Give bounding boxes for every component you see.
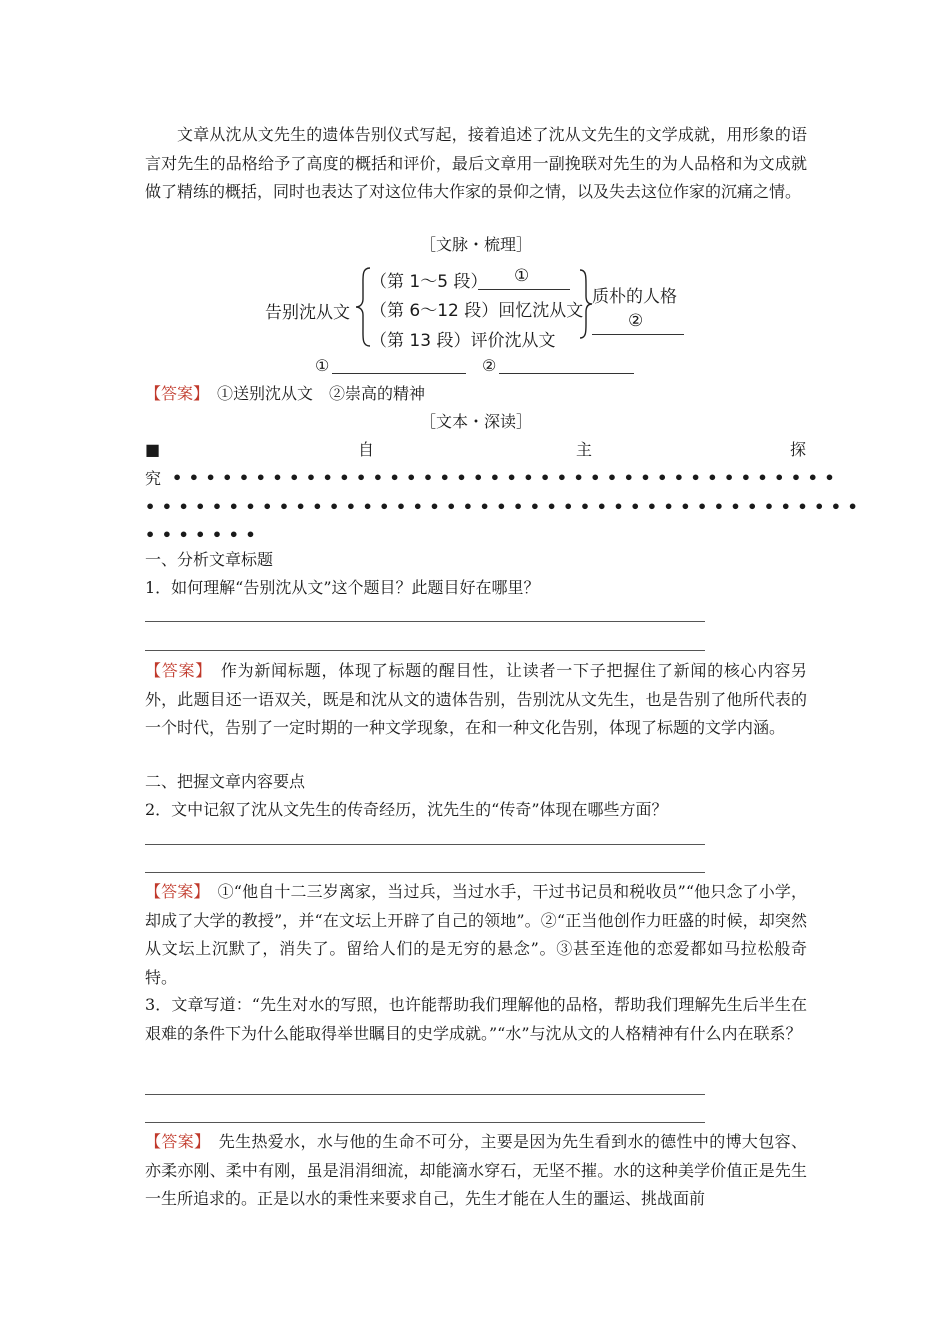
diagram-right1: 质朴的人格	[592, 287, 677, 307]
diagram-part3: （第 13 段）评价沈从文	[370, 331, 556, 351]
dot-leader-3: •••••••	[145, 525, 263, 544]
dot-leader-1: ••••••••••••••••••••••••••••••••••••••••	[172, 468, 842, 487]
explore-char-2: 主	[576, 440, 593, 459]
explore-char-3: 探	[790, 440, 807, 459]
fill2-line[interactable]	[499, 373, 634, 374]
answer-line[interactable]	[145, 872, 705, 873]
answer-3	[145, 1128, 807, 1214]
explore-char-4: 究	[145, 469, 162, 488]
fill1-line[interactable]	[332, 373, 466, 374]
answer-label: 【答案】	[145, 661, 205, 680]
square-bullet-icon: ■	[145, 440, 161, 459]
diagram-part2: （第 6～12 段）回忆沈从文	[370, 301, 584, 321]
answer-2-text: ①“他自十二三岁离家，当过兵，当过水手，干过书记员和税收员”“他只念了小学，却成了大学的教授”，并“在文坛上开辟了自己的领地”。②“正当他创作力旺盛的时候，却突然从文坛上沉默了，消失了。留给人们的是无穷的悬念”。③甚至连他的恋爱都如马拉松般奇特。	[145, 882, 807, 987]
question-1: 1．如何理解“告别沈从文”这个题目？此题目好在哪里？	[145, 578, 540, 597]
answer-line[interactable]	[145, 650, 705, 651]
diagram-blank1-line	[478, 289, 570, 290]
answer-line[interactable]	[145, 621, 705, 622]
answer-1	[145, 657, 807, 743]
answer-label: 【答案】	[145, 384, 202, 403]
answer-line[interactable]	[145, 844, 705, 845]
diagram-blank1-mark: ①	[514, 266, 530, 286]
answer-line[interactable]	[145, 1122, 705, 1123]
fill1-mark: ①	[315, 356, 330, 375]
answer0-row	[145, 380, 425, 408]
answer0-text: ①送别沈从文 ②崇高的精神	[217, 384, 426, 403]
diagram-blank2-mark: ②	[628, 311, 644, 331]
answer-1-text: 作为新闻标题，体现了标题的醒目性，让读者一下子把握住了新闻的核心内容另外，此题目还一语双关，既是和沈从文的遗体告别，告别沈从文先生，也是告别了他所代表的一个时代，告别了一定时期的一种文学现象，在和一种文化告别，体现了标题的文学内涵。	[145, 661, 807, 737]
diagram-blank2-line	[592, 334, 684, 335]
fill2-mark: ②	[482, 356, 497, 375]
part1-heading: 一、分析文章标题	[145, 550, 274, 569]
intro-paragraph: 文章从沈从文先生的遗体告别仪式写起，接着追述了沈从文先生的文学成就，用形象的语言对先生的品格给予了高度的概括和评价，最后文章用一副挽联对先生的为人品格和为文成就做了精练的概括，同时也表达了对这位伟大作家的景仰之情，以及失去这位作家的沉痛之情。	[145, 125, 807, 201]
explore-char-1: 自	[358, 440, 375, 459]
diagram-root: 告别沈从文	[265, 303, 350, 323]
answer-label: 【答案】	[145, 1132, 203, 1151]
answer-3-text: 先生热爱水，水与他的生命不可分，主要是因为先生看到水的德性中的博大包容、亦柔亦刚、柔中有刚，虽是涓涓细流，却能滴水穿石，无坚不摧。水的这种美学价值正是先生一生所追求的。正是以水的秉性来要求自己，先生才能在人生的噩运、挑战面前	[145, 1132, 807, 1208]
answer-2	[145, 878, 807, 992]
diagram-part1: （第 1～5 段）	[370, 272, 488, 292]
question-2: 2．文中记叙了沈从文先生的传奇经历，沈先生的“传奇”体现在哪些方面？	[145, 800, 668, 819]
part2-heading: 二、把握文章内容要点	[145, 772, 306, 791]
dot-leader-2: •••••••••••••••••••••••••••••••••••••••••••	[145, 497, 865, 516]
section-title-structure: ［文脉・梳理］	[419, 235, 532, 254]
answer-label: 【答案】	[145, 882, 202, 901]
section-title-reading: ［文本・深读］	[419, 412, 532, 431]
question-3: 3．文章写道：“先生对水的写照，也许能帮助我们理解他的品格，帮助我们理解先生后半生在艰难的条件下为什么能取得举世瞩目的史学成就。”“水”与沈从文的人格精神有什么内在联系？	[145, 995, 807, 1043]
answer-line[interactable]	[145, 1094, 705, 1095]
